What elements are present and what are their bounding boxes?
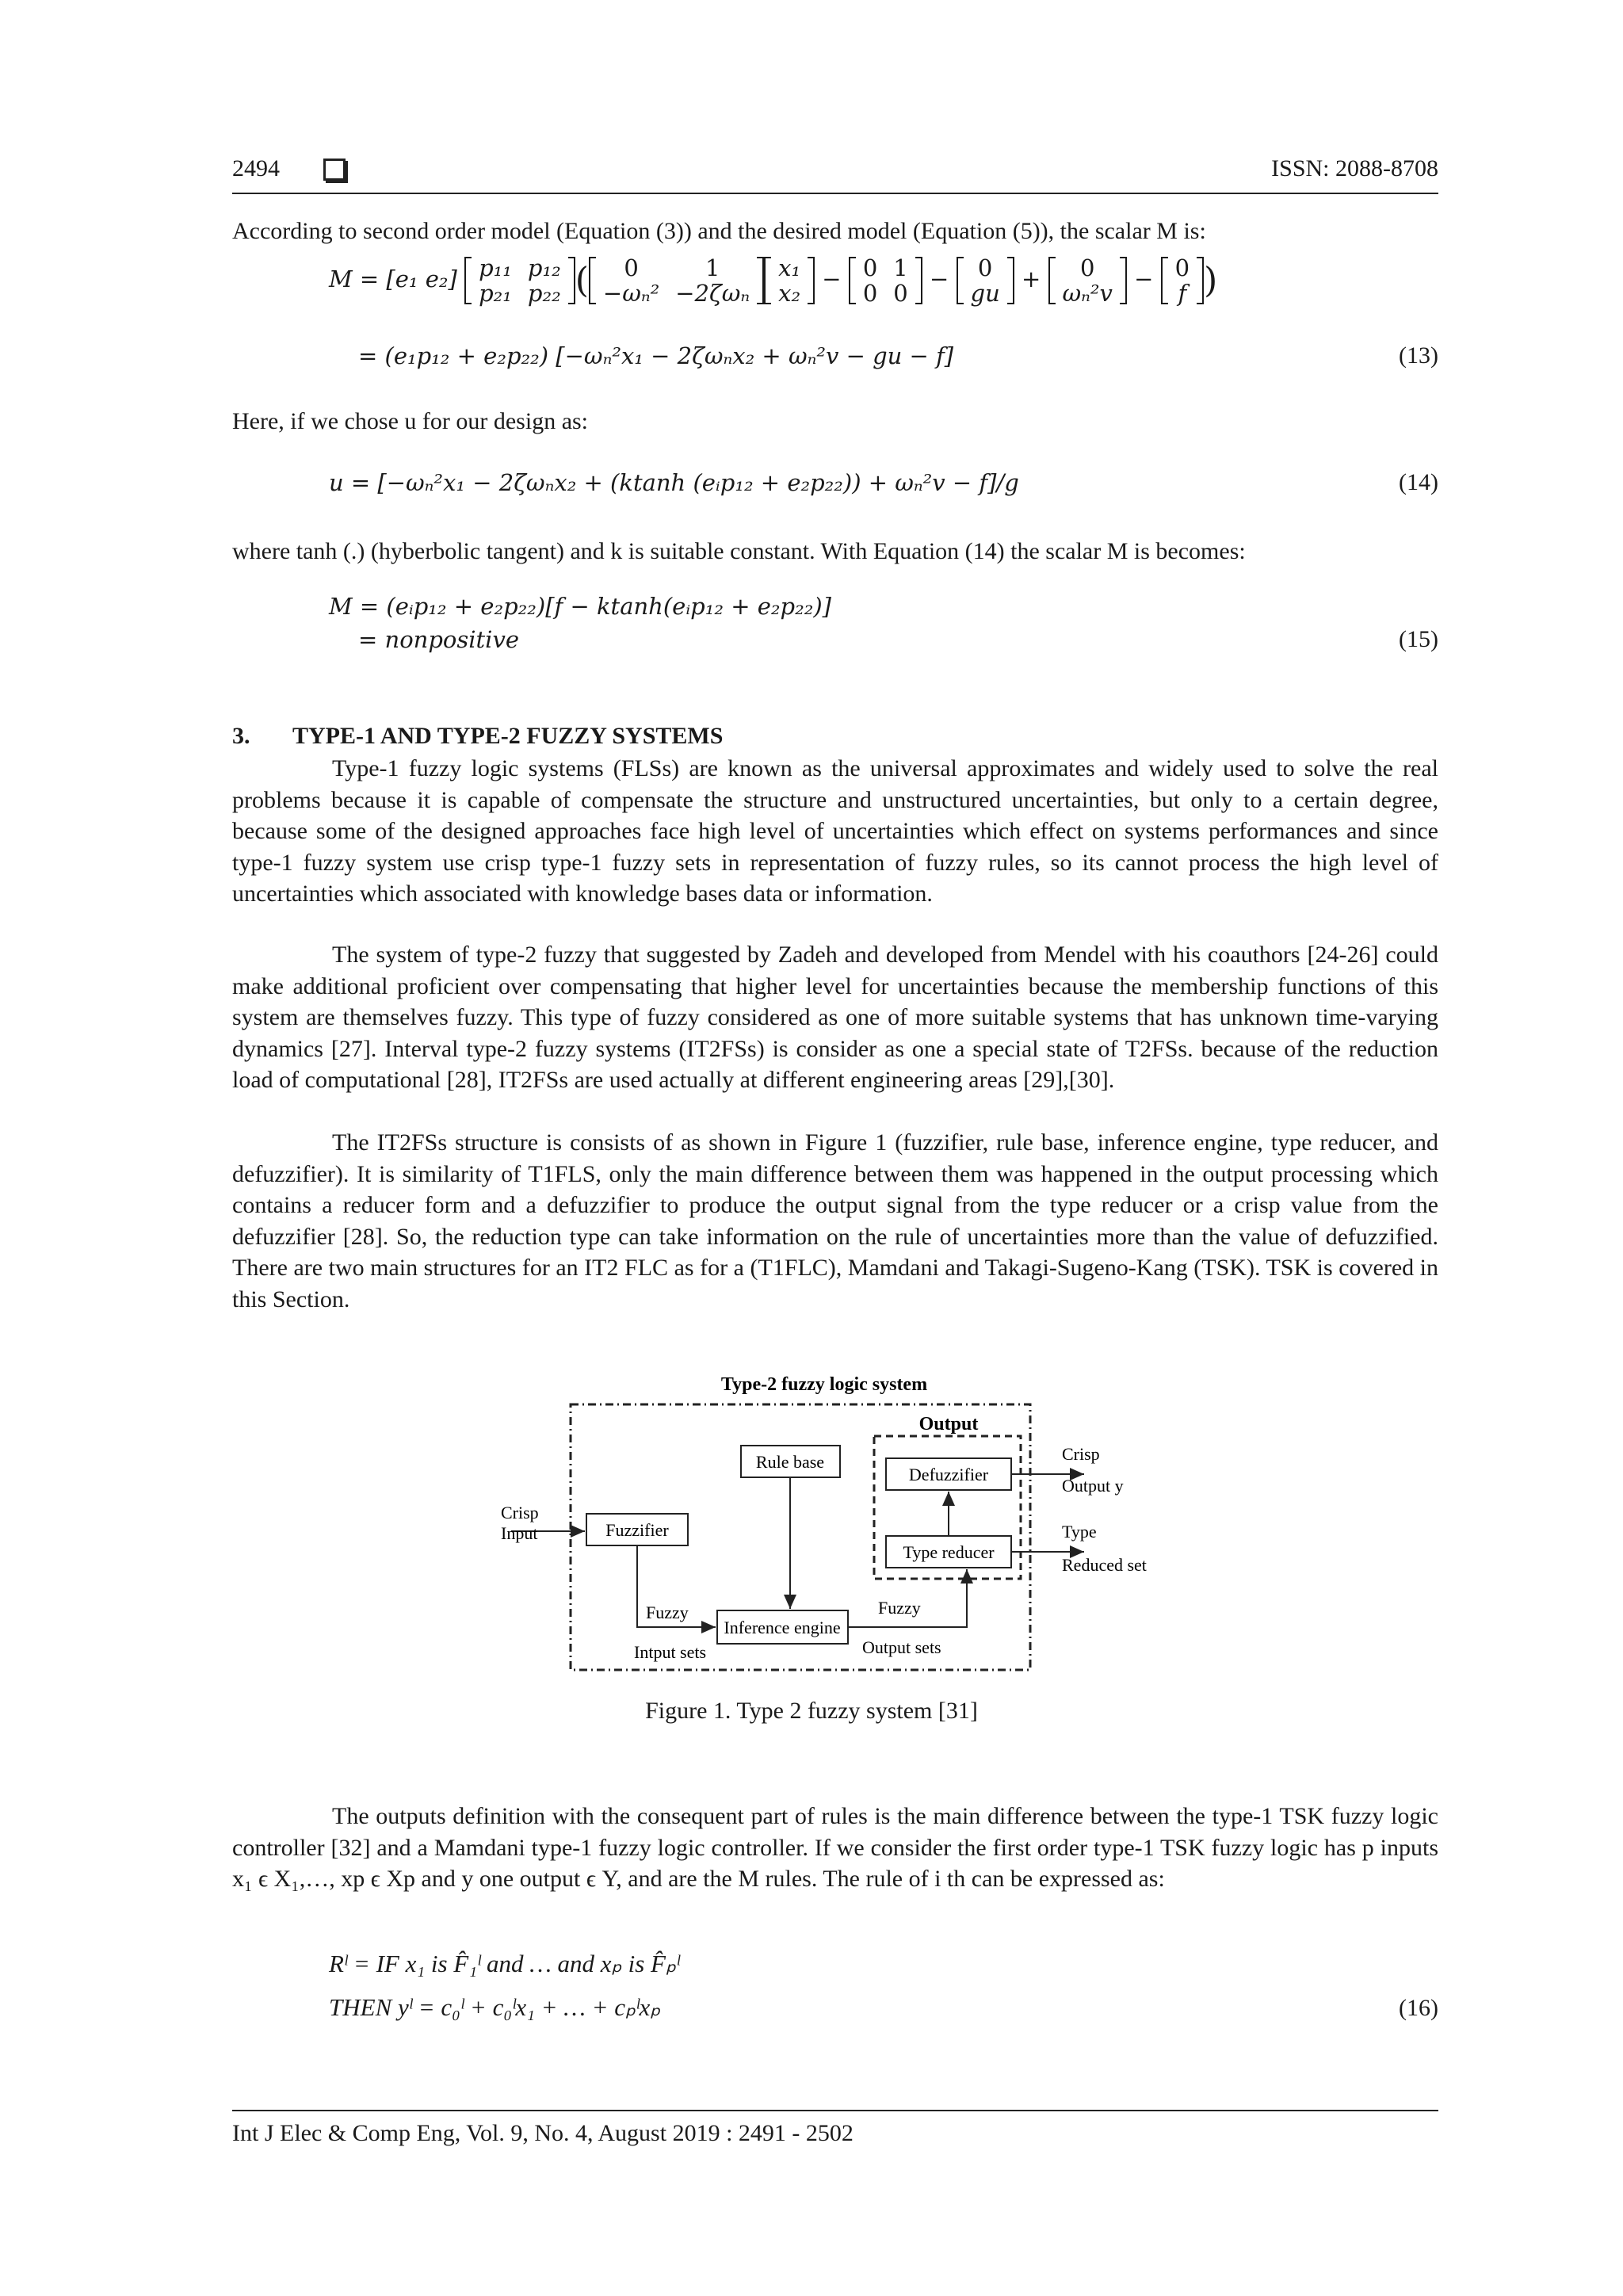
header-rule: [232, 193, 1438, 194]
eq13-p-matrix: [464, 255, 575, 306]
equation-15-line-1: M = (eᵢp₁₂ + e₂p₂₂)[f − ktanh(eᵢp₁₂ + e₂p₂₂)]: [329, 593, 831, 620]
footer-citation: Int J Elec & Comp Eng, Vol. 9, No. 4, August 2019 : 2491 - 2502: [232, 2120, 854, 2146]
gu0: 0: [977, 254, 993, 281]
b22: 0: [893, 280, 908, 307]
section-number: 3.: [232, 723, 250, 749]
equation-13-line-2: = (e₁p₁₂ + e₂p₂₂) [−ωₙ²x₁ − 2ζωₙx₂ + ωₙ²v − gu − f]: [358, 342, 954, 369]
equation-13-number: (13): [1399, 342, 1438, 369]
type-reducer-label: Type reducer: [903, 1542, 995, 1562]
eq13-wv-vector: [1048, 255, 1127, 306]
defuzzifier-label: Defuzzifier: [908, 1465, 989, 1484]
equation-15-number: (15): [1399, 626, 1438, 652]
a11: 0: [624, 254, 639, 281]
a21: −ωₙ²: [602, 280, 660, 307]
rule-base-label: Rule base: [755, 1452, 825, 1472]
equation-16-number: (16): [1399, 1995, 1438, 2021]
x1: x₁: [778, 254, 801, 281]
b12: 1: [893, 254, 908, 281]
page-number: 2494: [232, 155, 280, 181]
f0: 0: [1174, 254, 1190, 281]
section-title: TYPE-1 AND TYPE-2 FUZZY SYSTEMS: [292, 723, 724, 749]
issn: ISSN: 2088-8708: [1271, 155, 1438, 181]
figure-caption: Figure 1. Type 2 fuzzy system [31]: [645, 1698, 978, 1724]
figure-1-diagram: [491, 1363, 1165, 1680]
equation-16-line-1: Rˡ = IF x₁ is F̂₁ˡ and … and xₚ is F̂ₚˡ: [329, 1950, 680, 1977]
paragraph-4: The outputs definition with the consequent part of rules is the main difference between the type-1 TSK fuzzy logic controller [32] and a Mamdani type-1 fuzzy logic controller. If we consider the first order type-1 TSK fuzzy logic has p inputs x₁ ϵ X₁,…, xp ϵ Xp and y one output ϵ Y, and are the M rules. The rule of i th can be expressed as:: [232, 1803, 1438, 1892]
eq13-gu-vector: [957, 255, 1014, 306]
fuzzy-input-label-1: Fuzzy: [646, 1603, 689, 1622]
b11: 0: [862, 254, 878, 281]
inference-engine-label: Inference engine: [724, 1618, 841, 1637]
crisp-output-label-2: Output y: [1062, 1476, 1124, 1496]
fuzzy-input-label-2: Intput sets: [634, 1642, 707, 1662]
f1: f: [1178, 280, 1187, 307]
eq13-a-matrix: [589, 255, 764, 306]
paragraph-1: Type-1 fuzzy logic systems (FLSs) are known as the universal approximates and widely used to solve the real problems because it is capable of compensate the structure and unstructured uncertainties, but only to a certain degree, because some of the designed approaches face high level of uncertainties which effect on systems performances and since type-1 fuzzy system use crisp type-1 fuzzy sets in representation of fuzzy rules, so its cannot process the high level of uncertainties which associated with knowledge bases data or information.: [232, 755, 1438, 907]
wv1: ωₙ²v: [1062, 280, 1113, 307]
p22: p₂₂: [527, 280, 561, 307]
b21: 0: [862, 280, 878, 307]
equation-16-line-2: THEN yˡ = c₀ˡ + c₀ˡx₁ + … + cₚˡxₚ: [329, 1993, 661, 2021]
figure-title: Type-2 fuzzy logic system: [720, 1374, 928, 1395]
equation-14: u = [−ωₙ²x₁ − 2ζωₙx₂ + (ktanh (eᵢp₁₂ + e₂p₂₂)) + ωₙ²v − f]/g: [329, 469, 1019, 496]
intro-text: According to second order model (Equation (3)) and the desired model (Equation (5)), the scalar M is:: [232, 218, 1206, 244]
crisp-output-label-1: Crisp: [1062, 1444, 1100, 1464]
type-label-2: Reduced set: [1062, 1555, 1147, 1575]
section-heading: [232, 723, 723, 750]
p21: p₂₁: [479, 280, 512, 307]
paragraph-2: The system of type-2 fuzzy that suggested by Zadeh and developed from Mendel with his coauthors [24-26] could make additional proficient over compensating that higher level for uncertainties because the membership functions of this system are themselves fuzzy. This type of fuzzy considered as one of more suitable systems that has unknown time-varying dynamics [27]. Interval type-2 fuzzy systems (IT2FSs) is consider as one a special state of T2FSs. because of the reduction load of computational [28], IT2FSs are used actually at different engineering areas [29],[30].: [232, 942, 1438, 1093]
eq13-b-matrix: [849, 255, 922, 306]
checkbox-square-icon: [323, 159, 346, 181]
fuzzy-output-label-2: Output sets: [862, 1637, 941, 1657]
tanh-text: where tanh (.) (hyberbolic tangent) and k is suitable constant. With Equation (14) the scalar M is becomes:: [232, 538, 1246, 564]
p12: p₁₂: [527, 254, 561, 281]
eq13-prefix: M = [e₁ e₂]: [329, 266, 457, 292]
paragraph-3: The IT2FSs structure is consists of as shown in Figure 1 (fuzzifier, rule base, inference engine, type reducer, and defuzzifier). It is similarity of T1FLS, only the main difference between them was happened in the output processing which contains a reducer form and a defuzzifier to produce the output signal from the type reducer or a crisp value from the defuzzifier [28]. So, the reduction type can take information on the rule of uncertainties more than the value of defuzzified. There are two main structures for an IT2 FLC as for a (T1FLC), Mamdani and Takagi-Sugeno-Kang (TSK). TSK is covered in this Section.: [232, 1129, 1438, 1312]
footer-rule: [232, 2110, 1438, 2111]
a22: −2ζωₙ: [675, 280, 750, 307]
eq13-x-vector: [764, 255, 815, 306]
fuzzifier-label: Fuzzifier: [605, 1520, 669, 1540]
eq13-f-vector: [1161, 255, 1204, 306]
u-intro-text: Here, if we chose u for our design as:: [232, 408, 589, 434]
gu1: gu: [970, 280, 1000, 307]
wv0: 0: [1079, 254, 1095, 281]
crisp-input-label-1: Crisp: [501, 1503, 539, 1522]
type-label-1: Type: [1062, 1522, 1097, 1541]
p11: p₁₁: [479, 254, 512, 281]
crisp-input-label-2: Input: [501, 1523, 538, 1543]
output-label: Output: [918, 1414, 979, 1435]
equation-14-number: (14): [1399, 469, 1438, 495]
x2: x₂: [778, 280, 801, 307]
equation-15-line-2: = nonpositive: [358, 626, 519, 653]
a12: 1: [705, 254, 720, 281]
equation-13-line-1: M = [e₁ e₂] p₁₁ p₁₂ p₂₁ p₂₂ ( 0 1 −ωₙ² −2ζωₙx₁ x₂ − 0 1 0 0 − 0 gu + 0 ωₙ²v − 0 f ): [329, 254, 1218, 307]
fuzzy-output-label-1: Fuzzy: [878, 1598, 921, 1618]
